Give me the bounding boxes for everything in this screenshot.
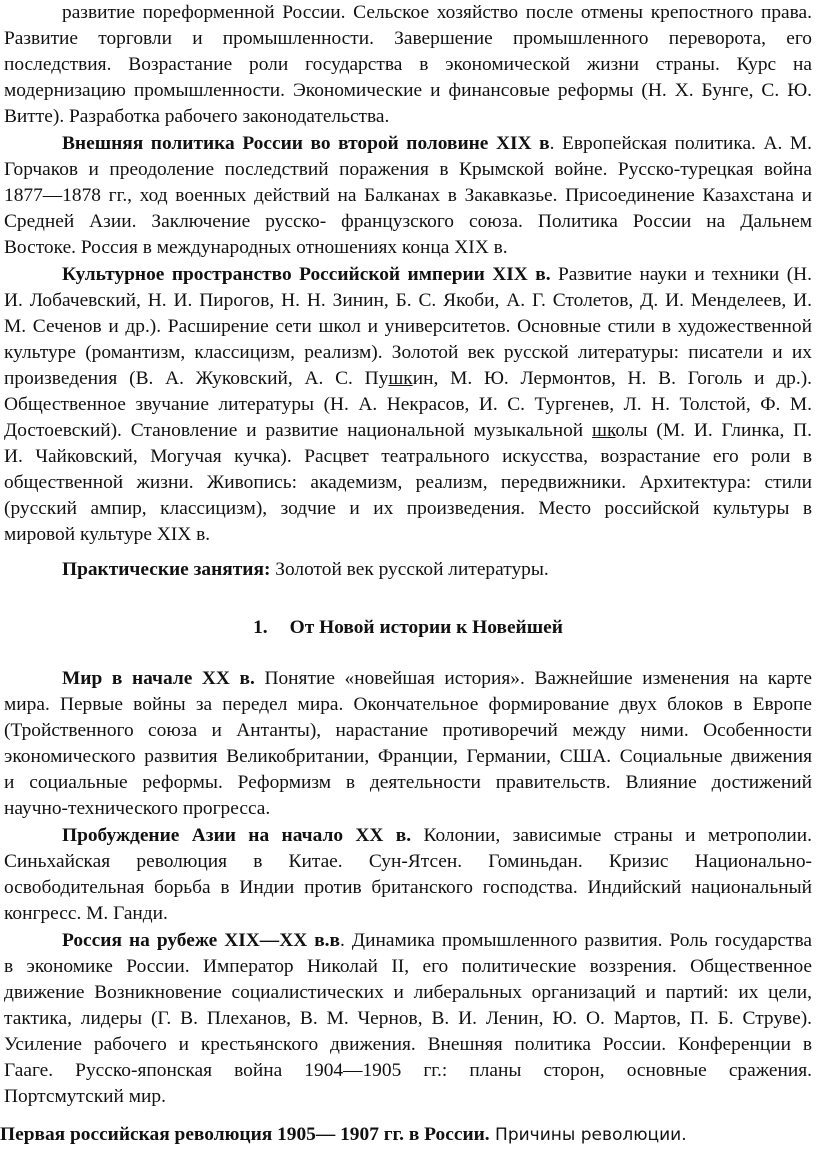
underlined-text: шк bbox=[388, 368, 413, 389]
text-span: ин, М. Ю. Лермонтов, Н. В. Гоголь и др.). bbox=[412, 368, 813, 389]
text-line: Портсмутский мир. bbox=[4, 1086, 166, 1107]
text-line: 1877—1878 гг., ход военных действий на Балканах в Закавказье. Присоединение Казахстана и bbox=[4, 185, 812, 206]
text-span: олы (М. И. Глинка, П. bbox=[615, 420, 812, 441]
text-line: в экономике России. Император Николай II, его политические воззрения. Общественное bbox=[4, 956, 812, 977]
text-span: . Динамика промышленного развития. Роль государства bbox=[340, 930, 813, 951]
text-line: модернизацию промышленности. Экономические и финансовые реформы (Н. Х. Бунге, С. Ю. bbox=[4, 80, 812, 101]
text-line: общественной жизни. Живопись: академизм, реализм, передвижники. Архитектура: стили bbox=[4, 472, 812, 493]
text-line: освободительная борьба в Индии против британского господства. Индийский национальный bbox=[4, 877, 812, 898]
text-line: конгресс. М. Ганди. bbox=[4, 903, 168, 924]
text-line: Витте). Разработка рабочего законодательства. bbox=[4, 106, 390, 127]
text-line: (русский ампир, классицизм), зодчие и их произведения. Место российской культуры в bbox=[4, 498, 812, 519]
text-span: Золотой век русской литературы. bbox=[270, 559, 549, 580]
culture-heading: Культурное пространство Российской империи XIX в. bbox=[62, 264, 551, 285]
text-line bbox=[4, 418, 812, 444]
text-line: Развитие торговли и промышленности. Завершение промышленного переворота, его bbox=[4, 28, 812, 49]
text-span: Причины революции. bbox=[489, 1125, 687, 1145]
text-span: Понятие «новейшая история». Важнейшие изменения на карте bbox=[254, 668, 813, 689]
text-line bbox=[4, 366, 812, 392]
text-line: Горчаков и преодоление последствий поражения в Крымской войне. Русско-турецкая война bbox=[4, 159, 812, 180]
russia-heading: Россия на рубеже XIX—XX в.в bbox=[62, 930, 341, 951]
text-line: Синьхайская революция в Китае. Сун-Ятсен. Гоминьдан. Кризис Национально- bbox=[4, 851, 812, 872]
text-line: и социальные реформы. Реформизм в деятельности правительств. Влияние достижений bbox=[4, 772, 812, 793]
section-title: От Новой истории к Новейшей bbox=[289, 617, 563, 638]
text-line: Востоке. Россия в международных отношениях конца XIX в. bbox=[4, 237, 508, 258]
text-line: последствия. Возрастание роли государства в экономической жизни страны. Курс на bbox=[4, 54, 812, 75]
text-line: Гааге. Русско-японская война 1904—1905 гг.: планы сторон, основные сражения. bbox=[4, 1060, 812, 1081]
text-span: произведения (В. А. Жуковский, А. С. Пу bbox=[4, 368, 389, 389]
text-line: культуре (романтизм, классицизм, реализм). Золотой век русской литературы: писатели и их bbox=[4, 342, 812, 363]
text-line: научно-технического прогресса. bbox=[4, 798, 271, 819]
text-span: . Европейская политика. А. М. bbox=[549, 133, 812, 154]
text-line: Общественное звучание литературы (Н. А. Некрасов, И. С. Тургенев, Л. Н. Толстой, Ф. М. bbox=[4, 394, 812, 415]
text-line: И. Чайковский, Могучая кучка). Расцвет театрального искусства, возрастание его роли в bbox=[4, 446, 812, 467]
text-line: мировой культуре XIX в. bbox=[4, 524, 211, 545]
text-line: (Тройственного союза и Антанты), нарастание противоречий между ними. Особенности bbox=[4, 720, 812, 741]
paragraph-asia bbox=[4, 823, 812, 849]
text-span: Достоевский). Становление и развитие национальной музыкальной bbox=[4, 420, 593, 441]
text-line: тактика, лидеры (Г. В. Плеханов, В. М. Чернов, В. И. Ленин, Ю. О. Мартов, П. Б. Струве). bbox=[4, 1008, 812, 1029]
section-heading bbox=[4, 613, 812, 643]
paragraph-world bbox=[4, 666, 812, 692]
text-line: движение Возникновение социалистических и либеральных организаций и партий: их цели, bbox=[4, 982, 812, 1003]
text-line: экономического развития Великобритании, Франции, Германии, США. Социальные движения bbox=[4, 746, 812, 767]
text-line: развитие пореформенной России. Сельское хозяйство после отмены крепостного права. bbox=[62, 2, 812, 23]
practice-line bbox=[4, 557, 812, 583]
practice-label: Практические занятия: bbox=[62, 559, 271, 580]
text-line: мира. Первые войны за передел мира. Окончательное формирование двух блоков в Европе bbox=[4, 694, 812, 715]
paragraph-culture bbox=[4, 262, 812, 288]
underlined-text: шк bbox=[592, 420, 616, 441]
foreign-policy-heading: Внешняя политика России во второй половине XIX в bbox=[62, 133, 550, 154]
paragraph-revolution bbox=[0, 1122, 808, 1148]
paragraph-foreign-policy bbox=[4, 131, 812, 157]
text-line: Средней Азии. Заключение русско- французского союза. Политика России на Дальнем bbox=[4, 211, 812, 232]
text-line: М. Сеченов и др.). Расширение сети школ и университетов. Основные стили в художественной bbox=[4, 316, 812, 337]
text-span: Развитие науки и техники (Н. bbox=[550, 264, 812, 285]
asia-heading: Пробуждение Азии на начало XX в. bbox=[62, 825, 412, 846]
world-heading: Мир в начале XX в. bbox=[62, 668, 255, 689]
paragraph-russia bbox=[4, 928, 812, 954]
text-span: Колонии, зависимые страны и метрополии. bbox=[411, 825, 812, 846]
section-number: 1. bbox=[253, 617, 268, 638]
text-line: Усиление рабочего и крестьянского движения. Внешняя политика России. Конференции в bbox=[4, 1034, 812, 1055]
text-line: И. Лобачевский, Н. И. Пирогов, Н. Н. Зинин, Б. С. Якоби, А. Г. Столетов, Д. И. Менделеев, И. bbox=[4, 290, 812, 311]
revolution-heading: Первая российская революция 1905— 1907 гг. в России. bbox=[0, 1124, 490, 1145]
